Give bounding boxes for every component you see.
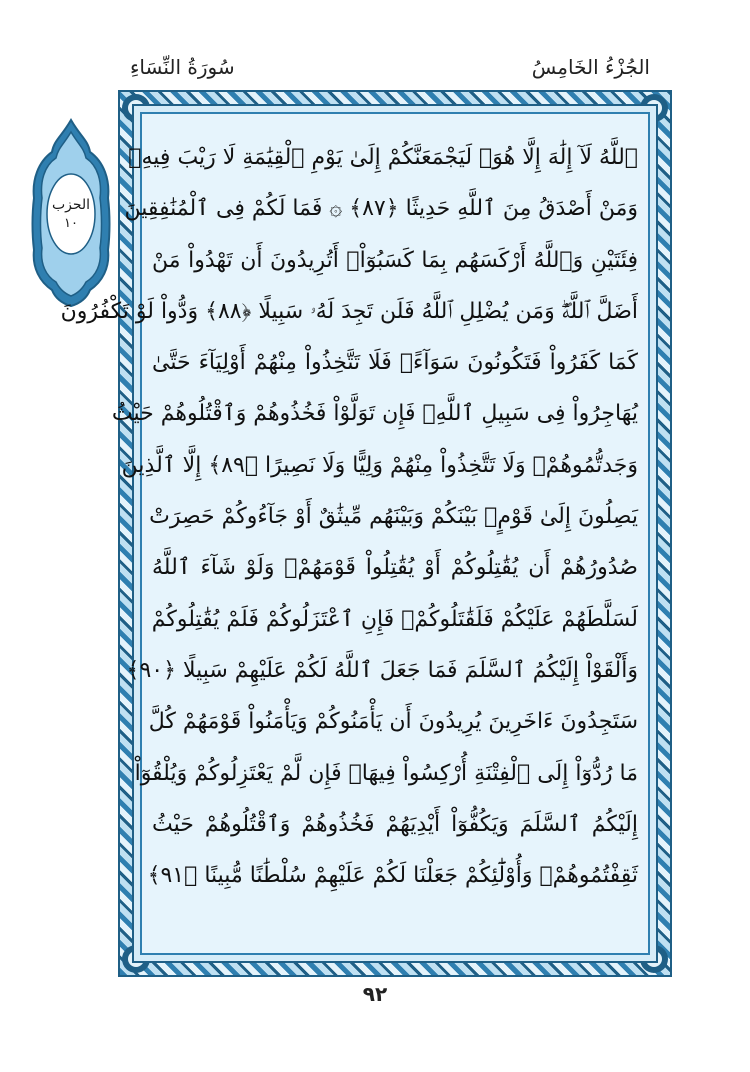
verse-line: صُدُورُهُمْ أَن يُقَٰتِلُوكُمْ أَوْ يُقَٰتِلُواْ قَوْمَهُمْۚ وَلَوْ شَآءَ ٱللَّهُ	[152, 555, 638, 581]
verse-line: سَتَجِدُونَ ءَاخَرِينَ يُرِيدُونَ أَن يَأْمَنُوكُمْ وَيَأْمَنُواْ قَوْمَهُمْ كُلَّ	[148, 709, 638, 735]
verse-line: لَسَلَّطَهُمْ عَلَيْكُمْ فَلَقَٰتَلُوكُمْۚ فَإِنِ ٱعْتَزَلُوكُمْ فَلَمْ يُقَٰتِلُوكُمْ	[151, 606, 638, 632]
juz-title: الجُزْءُ الخَامِسُ	[531, 55, 650, 79]
hizb-number: ١٠	[64, 216, 78, 231]
verse-line: أَضَلَّ ٱللَّهُۖ وَمَن يُضْلِلِ ٱللَّهُ فَلَن تَجِدَ لَهُۥ سَبِيلًا ﴿٨٨﴾ وَدُّواْ لَوْ تَكْفُرُونَ	[60, 298, 638, 324]
verse-line: مَا رُدُّوٓاْ إِلَى ٱلْفِتْنَةِ أُرْكِسُواْ فِيهَاۚ فَإِن لَّمْ يَعْتَزِلُوكُمْ وَيُلْقُوٓاْ	[134, 760, 638, 786]
verse-line: ثَقِفْتُمُوهُمْۚ وَأُوْلَٰٓئِكُمْ جَعَلْنَا لَكُمْ عَلَيْهِمْ سُلْطَٰنًا مُّبِينًا ﴿٩١﴾	[147, 863, 638, 889]
verse-line: فِئَتَيْنِ وَٱللَّهُ أَرْكَسَهُم بِمَا كَسَبُوٓاْۚ أَتُرِيدُونَ أَن تَهْدُواْ مَنْ	[152, 247, 638, 273]
hizb-marker	[30, 118, 112, 308]
verse-line: وَجَدتُّمُوهُمْۖ وَلَا تَتَّخِذُواْ مِنْهُمْ وَلِيًّا وَلَا نَصِيرًا ﴿٨٩﴾ إِلَّا ٱلَّذِينَ	[121, 452, 638, 478]
verse-line: كَمَا كَفَرُواْ فَتَكُونُونَ سَوَآءًۖ فَلَا تَتَّخِذُواْ مِنْهُمْ أَوْلِيَآءَ حَتَّىٰ	[152, 350, 638, 376]
hizb-label: الحزب	[51, 197, 91, 213]
verse-line: وَمَنْ أَصْدَقُ مِنَ ٱللَّهِ حَدِيثًا ﴿٨٧﴾ ۞ فَمَا لَكُمْ فِى ٱلْمُنَٰفِقِينَ	[124, 196, 638, 222]
verse-line: يُهَاجِرُواْ فِى سَبِيلِ ٱللَّهِۚ فَإِن تَوَلَّوْاْ فَخُذُوهُمْ وَٱقْتُلُوهُمْ حَيْثُ	[111, 401, 638, 427]
page-number: ٩٢	[362, 982, 388, 1006]
verse-line: وَأَلْقَوْاْ إِلَيْكُمُ ٱلسَّلَمَ فَمَا جَعَلَ ٱللَّهُ لَكُمْ عَلَيْهِمْ سَبِيلًا ﴿٩٠﴾	[126, 657, 638, 683]
verse-line: إِلَيْكُمُ ٱلسَّلَمَ وَيَكُفُّوٓاْ أَيْدِيَهُمْ فَخُذُوهُمْ وَٱقْتُلُوهُمْ حَيْثُ	[152, 811, 638, 837]
verse-line: ٱللَّهُ لَآ إِلَٰهَ إِلَّا هُوَۚ لَيَجْمَعَنَّكُمْ إِلَىٰ يَوْمِ ٱلْقِيَٰمَةِ لَا رَيْبَ فِيهِۗ	[128, 145, 638, 170]
surah-title: سُورَةُ النِّسَاءِ	[130, 55, 235, 79]
verse-line: يَصِلُونَ إِلَىٰ قَوْمٍۭ بَيْنَكُمْ وَبَيْنَهُم مِّيثَٰقٌ أَوْ جَآءُوكُمْ حَصِرَتْ	[149, 504, 638, 530]
